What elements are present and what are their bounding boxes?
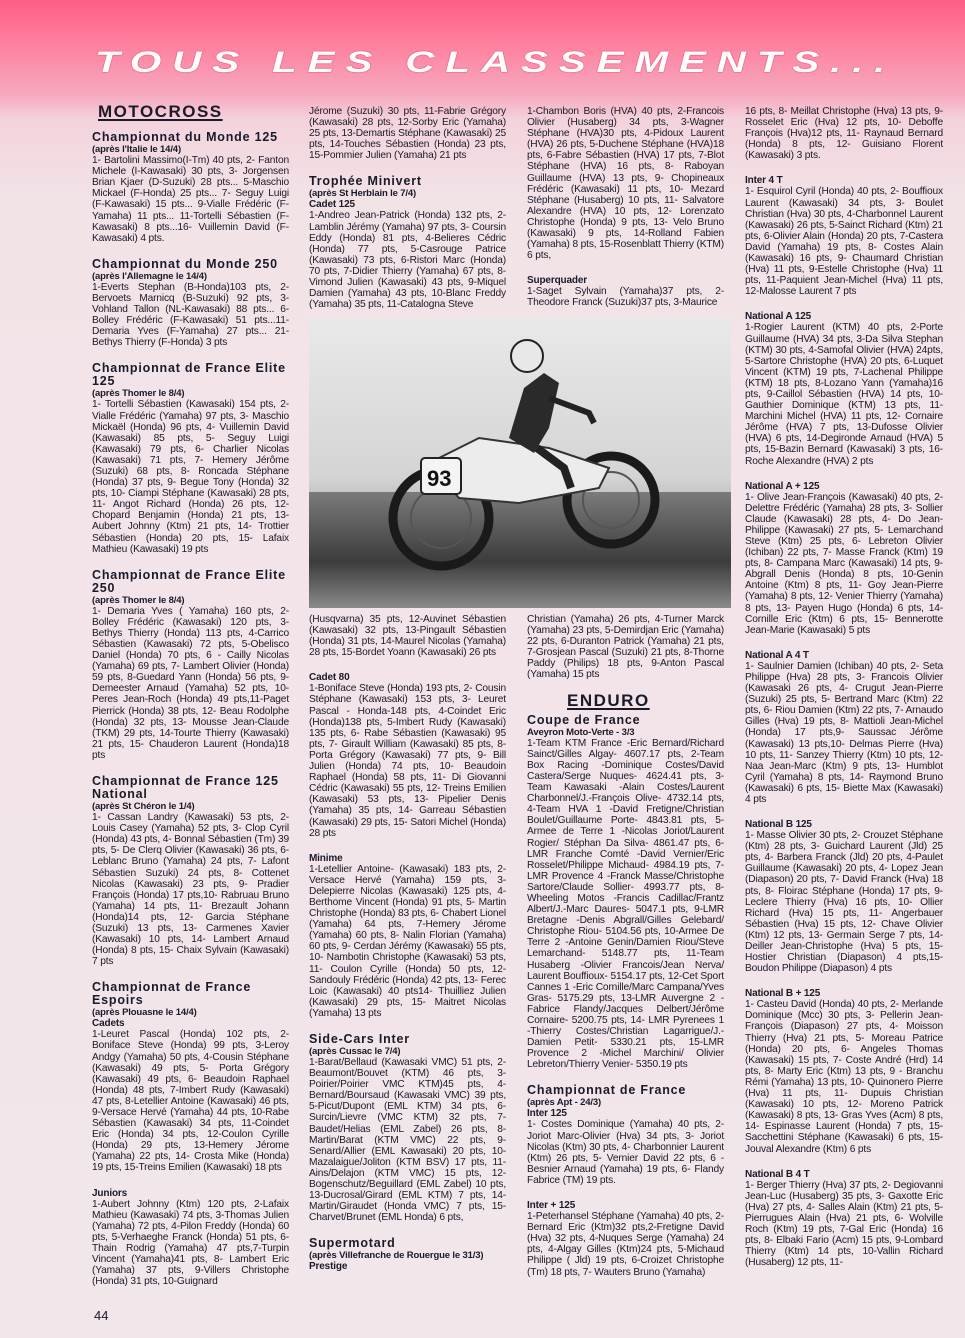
category-inter4t: Inter 4 T xyxy=(745,175,783,187)
column-3-top xyxy=(527,106,724,323)
svg-text:93: 93 xyxy=(427,466,452,491)
results-espoirs-juniors: 1-Aubert Johnny (Ktm) 120 pts, 2-Lafaix Mathieu (Kawasaki) 74 pts, 3-Thomas Julien (Yamaha) 72 pts, 4-Pilon Freddy (Honda) 60 pts, 5-Verhaeghe Franck (Honda) 51 pts, 6-Thain Rodrig (Yamaha) 47 pts,7-Turpin Vincent (Yamaha)41 pts, 8- Lambert Eric (Yamaha) 37 pts, 9-Villers Christophe (Honda) 31 pts, 10-Guignard xyxy=(92,1198,289,1288)
results-national-b-125: 1- Masse Olivier 30 pts, 2- Crouzet Stéphane (Ktm) 28 pts, 3- Guichard Laurent (Jld) 25 pts, 4- Barbera Franck (Jld) 20 pts, 4-Paulet Guillaume (Kawasaki) 20 pts, 4- Lopez Jean (Diapason) 20 pts, 7- David Franck (Hva) 18 pts, 8- Floirac Stéphane (Honda) 17 pts, 9- Leclere Thierry (Hva) 16 pts, 10- Ollier Richard (Hva) 15 pts, 11- Angerbauer Sébastien (Hva) 15 pts, 12- Chave Olivier (Ktm) 12 pts, 13- Germain Serge 7 pts, 14- Deiller Jean-Christophe (Hva) 5 pts, 15- Hostier Christian (Diapason) 4 pts,15-Boudon Philippe (Diapason) 4 pts xyxy=(745,830,943,975)
heading-elite250: Championnat de France Elite 250 xyxy=(92,567,286,595)
page-number: 44 xyxy=(94,1308,109,1323)
category-national-b-125: National B 125 xyxy=(745,819,812,831)
subheading-national125: (après St Chéron le 1/4) xyxy=(92,801,195,813)
category-cadet80: Cadet 80 xyxy=(309,672,350,684)
heading-coupe-de-france: Coupe de France xyxy=(527,712,641,727)
category-national-b-plus-125: National B + 125 xyxy=(745,988,821,1000)
results-superquader-continued: Christian (Yamaha) 26 pts, 4-Turner Marck (Yamaha) 23 pts, 5-Demirdjan Eric (Yamaha) 22 pts, 6-Duranton Patrick (Yamaha) 21 pts, 7-Grosjean Pascal (Suzuki) 21 pts, 8-Thorne Paddy (Philips) 18 pts, 9-Anton Pascal (Yamaha) 15 pts xyxy=(527,614,724,681)
results-elite125: 1- Tortelli Sébastien (Kawasaki) 154 pts, 2- Vialle Frédéric (Yamaha) 97 pts, 3- Maschio Mickaël (Honda) 96 pts, 4- Vuillemin David (Kawasaki) 85 pts, 5- Seguy Luigi (Kawasaki) 79 pts, 6- Charlier Nicolas (Kawasaki) 71 pts, 7- Hemery Jérôme (Suzuki) 68 pts, 8- Roncada Stéphane (Honda) 37 pts, 9- Begue Tony (Honda) 32 pts, 10- Ciampi Stéphane (Kawasaki) 28 pts, 11- Angot Richard (Honda) 26 pts, 12- Chopard Benjamin (Honda) 21 pts, 13- Aubert Johnny (Ktm) 21 pts, 14- Trottier Sébastien (Honda) 20 pts, 15- Lafaix Mathieu (Kawasaki) 19 pts xyxy=(92,399,289,555)
results-espoirs-cadets: 1-Leuret Pascal (Honda) 102 pts, 2- Boniface Steve (Honda) 99 pts, 3-Leroy Andgy (Yamaha) 50 pts, 4-Cousin Stéphane (Kawasaki) 49 pts, 5- Porta Grégory (Kawasaki) 49 pts, 6- Beaudoin Raphael (Honda) 48 pts, 7-Imbert Rudy (Kawasaki) 47 pts, 8-Letellier Antoine (Kawasaki) 46 pts, 9-Versace Hervé (Yamaha) 44 pts, 10-Rabe Sébastien (Kawasaki) 34 pts, 11-Coindet Eric (Honda) 34 pts, 12-Coulon Cyrille (Honda) 29 pts, 13-Hemery Jérome (Yamaha) 22 pts, 14- Crosta Mike (Honda) 19 pts, 15-Treins Emilien (Kawasaki) 18 pts xyxy=(92,1029,289,1174)
category-superquader: Superquader xyxy=(527,275,588,287)
category-national-b-4t: National B 4 T xyxy=(745,1168,810,1180)
subheading-sidecars: (après Cussac le 7/4) xyxy=(309,1046,401,1057)
category-national-a-4t: National A 4 T xyxy=(745,649,809,661)
results-col4-continued: 16 pts, 8- Meillat Christophe (Hva) 13 pts, 9-Rosselet Eric (Hva) 12 pts, 10- Deboffe François (Hva)12 pts, 11- Raynaud Bernard (Honda) 8 pts, 12- Guisiano Florent (Kawasaki) 3 pts. xyxy=(745,106,943,162)
subheading-elite250: (après Thomer le 8/4) xyxy=(92,594,185,606)
results-superquader: 1-Saget Sylvain (Yamaha)37 pts, 2- Theodore Franck (Suzuki)37 pts, 3-Maurice xyxy=(527,286,724,309)
subheading-supermotard: (après Villefranche de Rouergue le 31/3) xyxy=(309,1250,484,1262)
results-sidecars: 1-Barat/Bellaud (Kawasaki VMC) 51 pts, 2- Beaumont/Bouvet (KTM) 46 pts, 3- Poirier/Poirier VMC KTM)45 pts, 4- Bernard/Boursaud (Kawasaki VMC) 39 pts, 5-Picut/Dupont (EML KTM) 34 pts, 6- Surcin/Lievre (VMC KTM) 32 pts, 7- Baudet/Helias (EML Zabel) 26 pts, 8- Martin/Barat (KTM VMC) 22 pts, 9- Senard/Allier (EML Kawasaki) 20 pts, 10- Mazalaigue/Joliton (KTM BSV) 17 pts, 11- Ains/Delajon (KTM VMC) 15 pts, 12- Bogenschutz/Beguillard (EML Zabel) 10 pts, 13-Ducrosal/Girard (EML KTM) 7 pts, 14- Martin/Giraudet (Honda VMC) 7 pts, 15- Charvet/Brunet (EML Honda) 6 pts, xyxy=(309,1057,506,1224)
heading-sidecars: Side-Cars Inter xyxy=(309,1032,410,1046)
subheading-championnat-enduro: (après Apt - 24/3) xyxy=(527,1097,602,1109)
category-juniors: Juniors xyxy=(92,1187,128,1199)
subheading-mx125: (après l'Italie le 14/4) xyxy=(92,144,181,156)
section-title-motocross: MOTOCROSS xyxy=(98,102,223,121)
category-minime: Minime xyxy=(309,852,343,864)
category-inter125: Inter 125 xyxy=(527,1108,567,1120)
results-minime: 1-Letellier Antoine- (Kawasaki) 183 pts, 2- Versace Hervé (Yamaha) 159 pts, 3- Delepierre Nicolas (Kawasaki) 125 pts, 4- Berthome Vincent (Honda) 91 pts, 5- Martin Christophe (Honda) 83 pts, 6- Chabert Lionel (Yamaha) 64 pts, 7-Hemery Jérome (Yamaha) 60 pts, 8- Nalin Florian (Yamaha) 60 pts, 9- Cerdan Jérémy (Kawasaki) 55 pts, 10- Nambotin Christophe (Kawasaki) 53 pts, 11- Coulon Cyrille (Honda) 50 pts, 12- Sandouly Frédéric (Honda) 42 pts, 13- Ferec Loic (Kawasaki) 40 pts14- Thuilliez Julien (Kawasaki) 29 pts, 15- Maitret Nicolas (Yamaha) 13 pts xyxy=(309,863,506,1019)
category-cadet125: Cadet 125 xyxy=(309,199,355,211)
column-4 xyxy=(745,106,943,1282)
results-mx125: 1- Bartolini Massimo(I-Tm) 40 pts, 2- Fanton Michele (I-Kawasaki) 30 pts, 3- Jorgensen Brian Kjaer (D-Suzuki) 28 pts... 5-Maschio Mickael (F-Honda) 25 pts... 7- Seguy Luigi (F-Kawasaki) 15 pts... 9-Vialle Frédéric (F-Yamaha) 11 pts... 11-Tortelli Sébastien (F-Kawasaki) 8 pts...16- Vuillemin David (F-Kawasaki) 4 pts. xyxy=(92,155,289,244)
column-1 xyxy=(92,102,289,1301)
results-mx250: 1-Everts Stephan (B-Honda)103 pts, 2- Bervoets Marnicq (B-Suzuki) 92 pts, 3- Vohland Tallon (NL-Kawasaki) 88 pts... 6- Bolley Frédéric (F-Kawasaki) 51 pts...11- Demaria Yves (F-Yamaha) 27 pts... 21- Bethys Thierry (F-Honda) 3 pts xyxy=(92,281,289,349)
results-inter-plus-125: 1-Peterhansel Stéphane (Yamaha) 40 pts, 2-Bernard Eric (Ktm)32 pts,2-Fretigne David (Hva) 32 pts, 4-Nuques Serge (Yamaha) 24 pts, 4-Algay Gilles (Ktm)24 pts, 5-Michaud Philippe ( Jld) 19 pts, 6-Croizet Christophe (Tm) 18 pts, 7- Wauters Bruno (Yamaha) xyxy=(527,1211,724,1278)
results-minivert-cadet125: 1-Andreo Jean-Patrick (Honda) 132 pts, 2- Lamblin Jérémy (Yamaha) 97 pts, 3- Coursin Eddy (Honda) 81 pts, 4-Belieres Cédric (Honda) 77 pts, 5-Casrouge Patrice (Kawasaki) 73 pts, 6-Ristori Marc (Honda) 70 pts, 7-Didier Thierry (Yamaha) 67 pts, 8- Vimond Julien (Kawasaki) 43 pts, 9-Miquel Damien (Yamaha) 43 pts, 10-Blanc Freddy (Yamaha) 35 pts, 11-Catalogna Steve xyxy=(309,210,506,311)
category-national-a-plus-125: National A + 125 xyxy=(745,480,820,492)
subheading-elite125: (après Thomer le 8/4) xyxy=(92,388,185,400)
heading-elite125: Championnat de France Elite 125 xyxy=(92,361,286,389)
results-national-a-125: 1-Rogier Laurent (KTM) 40 pts, 2-Porte Guillaume (HVA) 34 pts, 3-Da Silva Stephan (KTM) 30 pts, 4-Samofal Olivier (HVA) 24pts, 5-Sartore Christophe (HVA) 20 pts, 6-Luquet Vincent (KTM) 19 pts, 7-Lachenal Philippe (KTM) 18 pts, 8-Lozano Yann (Yamaha)16 pts, 9-Caillol Sébastien (HVA) 14 pts, 10-Gauthier Dominique (KTM) 13 pts, 11-Marchini Michel (HVA) 11 pts, 12- Cornaire Jérôme (HVA) 7 pts, 13-Dufosse Olivier (HVA) 6 pts, 14-Degironde Arnaud (HVA) 5 pts, 15-Bazin Bernard (Kawasaki) 3 pts, 16-Roche Alexandre (HVA) 2 pts xyxy=(745,322,943,467)
column-3-bottom xyxy=(527,614,724,1292)
banner-title: TOUS LES CLASSEMENTS... xyxy=(95,46,897,79)
heading-minivert: Trophée Minivert xyxy=(309,174,422,189)
motocross-photo xyxy=(309,318,731,608)
results-coupe-de-france: 1-Team KTM France -Eric Bernard/Richard Sainct/Gilles Algay- 4607.17 pts, 2-Team Box Racing -Dominique Costes/David Castera/Serge Nuques- 4624.41 pts, 3- Team Kawasaki -Alain Costes/Laurent Charbonnel/J.-François Olive- 4732.14 pts, 4-Team HVA 1 -David Fretigne/Christian Boulet/Guillaume Porte- 4843.81 pts, 5- Armee de Terre 1 -Nicolas Joriot/Laurent Rogier/ Stéphan Da Silva- 4861.47 pts, 6- LMR Franche Comté -David Vernier/Eric Rosselet/Philippe Michaud- 4984.19 pts, 7- LMR Provence 4 -Franck Masse/Christophe Sartore/Claude Sollier- 4993.77 pts, 8- Wheeling Motos -Francis Cadillac/Frantz Albert/J.-Marc Daures- 5047.1 pts, 9-LMR Bretagne -Denis Abgrall/Gilles Gelebard/ Christophe Riou- 5104.56 pts, 10-Armee De Terre 2 -Antoine Genin/Damien Riou/Steve Lemarchand- 5148.77 pts, 11-Team Husaberg -Olivier Francois/Jean Nerva/ Laurent Bouffioux- 5154.17 pts, 12-Cet Sport Cannes 1 -Eric Cornille/Marc Campana/Yves Gras- 5175.29 pts, 13-LMR Auvergne 2 -Fabrice Flandy/Jacques Delbert/Jérôme Cornaire- 5200.75 pts, 14- LMR Pyrenees 1 -Thierry Costes/Christian Lagarrigue/J.-Damien Petit- 5330.21 pts, 15-LMR Provence 2 -Michel Marchini/ Olivier Lebreton/Thierry Venier- 5350.19 pts xyxy=(527,737,724,1071)
heading-national125: Championnat de France 125 National xyxy=(92,774,279,802)
results-minivert-continued: (Husqvarna) 35 pts, 12-Auvinet Sébastien (Kawasaki) 32 pts, 13-Pingault Sébastien (Honda) 31 pts, 14-Maurel Nicolas (Yamaha) 28 pts, 15-Bordet Yoann (Kawasaki) 26 pts xyxy=(309,614,506,659)
results-national-b-plus-125: 1- Casteu David (Honda) 40 pts, 2- Merlande Dominique (Mcc) 30 pts, 3- Pellerin Jean-François (Diapason) 27 pts, 4- Moisson Thierry (Hva) 21 pts, 5- Moreau Patrice (Honda) 20 pts, 6- Angeles Thomas (Kawasaki) 15 pts, 7- Coste André (Hrd) 14 pts, 8- Marty Eric (Ktm) 13 pts, 9 - Branchu Rémi (Yamaha) 13 pts, 10- Quinonero Pierre (Hva) 11 pts, 11- Dupuis Christian (Kawasaki) 10 pts, 12- Moreno Patrick (Kawasaki) 8 pts, 13- Gras Yves (Acm) 8 pts, 14- Espinasse Laurent (Honda) 7 pts, 15- Sacchettini Stéphane (Kawasaki) 6 pts, 15- Jouval Alexandre (Ktm) 6 pts xyxy=(745,999,943,1155)
category-prestige: Prestige xyxy=(309,1261,348,1273)
category-cadets: Cadets xyxy=(92,1018,125,1030)
heading-mx125: Championnat du Monde 125 xyxy=(92,130,278,145)
results-col2-continued: Jérome (Suzuki) 30 pts, 11-Fabrie Grégory (Kawasaki) 28 pts, 12-Sorby Eric (Yamaha) 25 pts, 13-Demartis Stéphane (Kawasaki) 25 pts, 14-Touches Sébastien (Honda) 23 pts, 15-Pommier Julien (Yamaha) 21 pts xyxy=(309,106,506,162)
category-national-a-125: National A 125 xyxy=(745,311,812,323)
column-2-bottom xyxy=(309,614,506,1272)
results-national-a-plus-125: 1- Olive Jean-François (Kawasaki) 40 pts, 2- Delettre Frédéric (Yamaha) 28 pts, 3- Sollier Claude (Kawasaki) 28 pts, 4- Do Jean-Philippe (Kawasaki) 27 pts, 5- Lemarchand Steve (Ktm) 25 pts, 6- Lebreton Olivier (Ichiban) 22 pts, 7- Masse Franck (Ktm) 19 pts, 8- Campana Marc (Kawasaki) 14 pts, 9- Abgrall Denis (Honda) 8 pts, 10-Genin Antoine (Ktm) 8 pts, 11- Goy Jean-Pierre (Yamaha) 8 pts, 12- Venier Thierry (Yamaha) 8 pts, 13- Payen Hugo (Honda) 6 pts, 14- Cornille Eric (Ktm) 6 pts, 15- Bennerotte Jean-Marie (Kawasaki) 5 pts xyxy=(745,491,943,636)
results-cadet80: 1-Boniface Steve (Honda) 193 pts, 2- Cousin Stéphane (Kawasaki) 153 pts, 3- Leuret Pascal - Honda-148 pts, 4-Coindet Eric (Honda)138 pts, 5-Imbert Rudy (Kawasaki) 135 pts, 6- Rabe Sébastien (Kawasaki) 95 pts, 7- Girault William (Kawasaki) 85 pts, 8- Porta Grégory (Kawasaki) 77 pts, 9- Bill Julien (Honda) 74 pts, 10- Beaudoin Raphael (Honda) 58 pts, 11- Di Giovanni Cédric (Kawasaki) 55 pts, 12- Treins Emilien (Kawasaki) 53 pts, 13- Pipelier Denis (Yamaha) 35 pts, 14- Garreau Sébastien (Kawasaki) 29 pts, 15- Satori Michel (Honda) 28 pts xyxy=(309,683,506,839)
subheading-coupe-de-france: Aveyron Moto-Verte - 3/3 xyxy=(527,726,635,738)
category-inter-plus-125: Inter + 125 xyxy=(527,1200,576,1212)
results-national-b-4t: 1- Berger Thierry (Hva) 37 pts, 2- Degiovanni Jean-Luc (Husaberg) 35 pts, 3- Gaxotte Eric (Hva) 27 pts, 4- Salles Alain (Ktm) 21 pts, 5- Pierrugues Alain (Hva) 21 pts, 6- Wolville Roch (Ktm) 19 pts, 7-Gal Eric (Honda) 16 pts, 8- Elbaki Fario (Acm) 15 pts, 9-Lombard Thierry (Ktm) 14 pts, 10-Vallin Richard (Husaberg) 12 pts, 11- xyxy=(745,1179,943,1269)
section-title-enduro: ENDURO xyxy=(567,690,650,710)
subheading-espoirs: (après Plouasne le 14/4) xyxy=(92,1007,197,1019)
results-elite250: 1- Demaria Yves ( Yamaha) 160 pts, 2- Bolley Frédéric (Kawasaki) 120 pts, 3- Bethys Thierry (Honda) 113 pts, 4-Carrico Sébastien (Kawasaki) 72 pts, 5-Obelisco Daniel (Honda) 70 pts, 6 - Cailly Nicolas (Yamaha) 69 pts, 7- Lambert Olivier (Honda) 59 pts, 8-Guedard Yann (Honda) 56 pts, 9-Demeester Arnaud (Yamaha) 52 pts, 10-Peres Jean-Roch (Honda) 49 pts,11-Paget Pierrick (Honda) 38 pts, 12- Beau Rodolphe (Honda) 32 pts, 13- Mousse Jean-Claude (TKM) 29 pts, 14-Tourte Thierry (Kawasaki) 21 pts, 15- Chauderon Laurent (Honda)18 pts xyxy=(92,605,289,761)
results-national125: 1- Cassan Landry (Kawasaki) 53 pts, 2- Louis Casey (Yamaha) 52 pts, 3- Clop Cyril (Honda) 43 pts, 4- Bonnal Sébastien (Tm) 39 pts, 5- De Clerq Olivier (Kawasaki) 36 pts, 6- Leblanc Bruno (Yamaha) 24 pts, 7- Lafont Sébastien Suzuki) 24 pts, 8- Cottenet Nicolas (Kawasaki) 23 pts, 9- Pradier François (Honda) 17 pts,10- Rabruau Bruno (Yamaha) 14 pts, 11- Brezault Johann (Honda)14 pts, 12- Garcia Stéphane (Suzuki) 13 pts, 13- Carmenes Xavier (Kawasaki) 10 pts, 14- Lambert Arnaud (Honda) 8 pts, 15- Chaix Sylvain (Kawasaki) 7 pts xyxy=(92,812,289,968)
results-inter4t: 1- Esquirol Cyril (Honda) 40 pts, 2- Bouffioux Laurent (Kawasaki) 34 pts, 3- Boulet Christian (Hva) 30 pts, 4-Charbonnel Laurent (Kawasaki) 26 pts, 5-Sainct Richard (Ktm) 21 pts, 6-Olivier Alain (Honda) 20 pts, 7-Castera David (Yamaha) 19 pts, 8- Costes Alain (Kawasaki) 16 pts, 9- Chaumard Christian (Hva) 11 pts, 9-Estelle Christophe (Hva) 11 pts, 11-Paquient Jean-Michel (Hva) 11 pts, 12-Malosse Laurent 7 pts xyxy=(745,186,943,298)
results-col3-continued: 1-Chambon Boris (HVA) 40 pts, 2-Francois Olivier (Husaberg) 34 pts, 3-Wagner Stéphane (HVA)30 pts, 4-Pidoux Laurent (HVA) 26 pts, 5-Duchene Stéphane (HVA)18 pts, 6-Fabre Sébastien (HVA) 17 pts, 7-Blot Stéphane (HVA) 16 pts, 8- Raboyan Guillaume (HVA) 13 pts, 9- Chopineaux Frédéric (Kawasaki) 11 pts, 10- Mezard Stéphane (Husaberg) 10 pts, 11- Salvatore Alexandre (HVA) 10 pts, 12- Lorenzato Christophe (Honda) 9 pts, 13- Velo Bruno (Kawasaki) 9 pts, 14-Rolland Fabien (Yamaha) 8 pts, 15-Rosenblatt Thierry (KTM) 6 pts, xyxy=(527,106,724,262)
rider-illustration xyxy=(309,318,731,608)
column-2-top xyxy=(309,106,506,324)
heading-supermotard: Supermotard xyxy=(309,1236,396,1251)
results-national-a-4t: 1- Saulnier Damien (Ichiban) 40 pts, 2- Seta Philippe (Hva) 28 pts, 3- Francois Olivier (Kawasaki 26 pts, 4- Crugut Jean-Pierre (Suzuki) 25 pts, 5- Bertrand Marc (Ktm) 22 pts, 6- Riou Damien (Ktm) 22 pts, 7- Arnaudo Gilles (Hva) 19 pts, 8- Mattioli Jean-Michel (Honda) 17 pts,9- Saussac Jérôme (Kawasaki) 13 pts,10- Delmas Pierre (Hva) 10 pts, 11- Sanzey Thierry (Ktm) 10 pts, 12- Naa Jean-Marc (Ktm) 9 pts, 13- Humblot Cyril (Yamaha) 8 pts, 14- Raymond Bruno (Kawasaki) 6 pts, 15- Biette Max (Kawasaki) 4 pts xyxy=(745,660,943,805)
subheading-minivert: (après St Herblain le 7/4) xyxy=(309,188,416,200)
results-inter125: 1- Costes Dominique (Yamaha) 40 pts, 2- Joriot Marc-Olivier (Hva) 34 pts, 3- Joriot Nicolas (Ktm) 30 pts, 4- Charbonnier Laurent (Ktm) 26 pts, 5- Vernier David 22 pts, 6 - Besnier Arnaud (Yamaha) 19 pts, 6- Flandy Fabrice (TM) 19 pts. xyxy=(527,1119,724,1186)
subheading-mx250: (après l'Allemagne le 14/4) xyxy=(92,270,207,282)
heading-espoirs: Championnat de France Espoirs xyxy=(92,980,252,1008)
heading-championnat-enduro: Championnat de France xyxy=(527,1083,687,1098)
heading-mx250: Championnat du Monde 250 xyxy=(92,256,278,271)
